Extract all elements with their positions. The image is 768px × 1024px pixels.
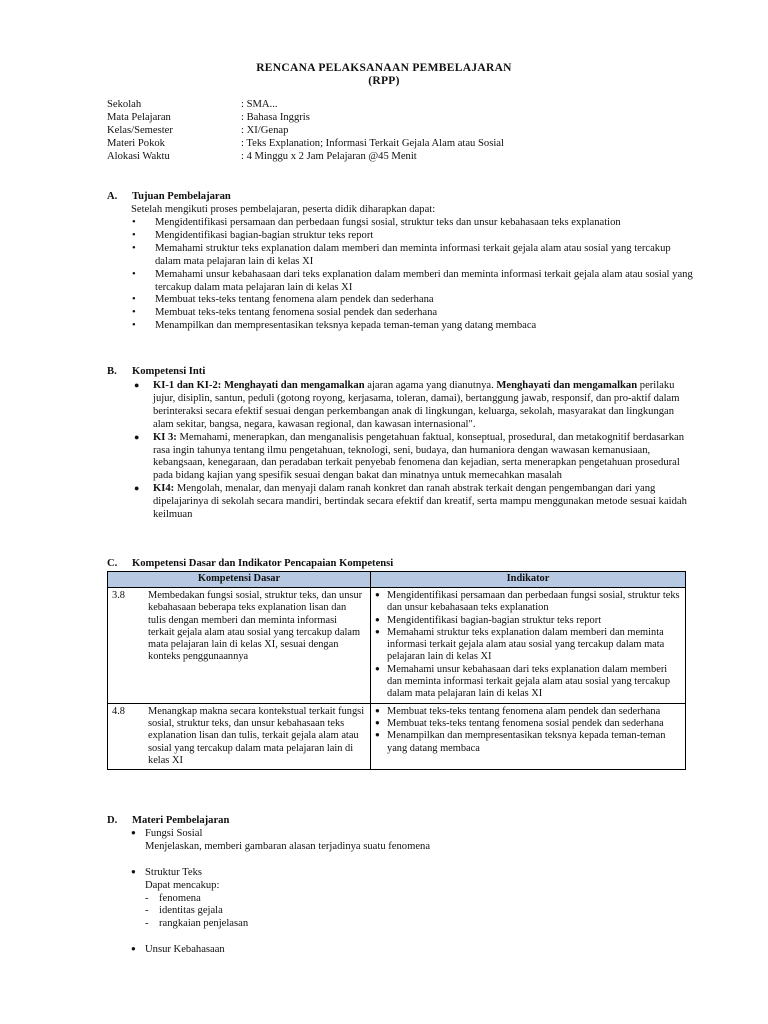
- bullet: ●: [375, 717, 380, 727]
- meta-key: Alokasi Waktu: [107, 150, 170, 162]
- meta-value: : Bahasa Inggris: [241, 111, 310, 123]
- objectives-list: [131, 217, 696, 333]
- bullet: ●: [134, 483, 140, 494]
- list-item: ● Menampilkan dan mempresentasikan teksnya kepada teman-teman yang datang membaca: [375, 730, 666, 754]
- table-cell-kd: [108, 588, 371, 704]
- bullet: ●: [131, 828, 136, 837]
- table-row: [108, 703, 686, 769]
- competence-table: [107, 571, 686, 770]
- bullet: •: [132, 320, 136, 332]
- list-item: - identitas gejala: [145, 905, 223, 917]
- section-number: B.: [107, 366, 117, 377]
- list-item: • Memahami unsur kebahasaan dari teks explanation dalam memberi dan meminta informasi terkait gejala alam atau sosial yang tercakup dalam mata pelajaran lain di kelas XI: [132, 268, 693, 293]
- section-title: Tujuan Pembelajaran: [132, 191, 231, 202]
- list-item: ● Memahami struktur teks explanation dalam memberi dan meminta informasi terkait gejala alam atau sosial yang tercakup dalam mata pelajaran lain di kelas XI: [375, 626, 665, 663]
- meta-key: Kelas/Semester: [107, 124, 173, 136]
- bullet: ●: [375, 590, 380, 599]
- kd-text: Menangkap makna secara kontekstual terkait fungsi sosial, struktur teks, dan unsur kebahasaan teks explanation lisan dan tulis, terkait gejala alam atau sosial yang tercakup dalam mata pelajaran lain di kelas XI: [148, 705, 365, 766]
- material-title: Struktur Teks: [145, 866, 203, 878]
- bullet: ●: [134, 380, 140, 390]
- list-item: ● Memahami unsur kebahasaan dari teks explanation dalam memberi dan meminta informasi terkait gejala alam atau sosial yang tercakup dalam mata pelajaran lain di kelas XI: [375, 663, 671, 700]
- bullet: ●: [131, 866, 136, 876]
- material-text: Menjelaskan, memberi gambaran alasan terjadinya suatu fenomena: [145, 840, 431, 852]
- list-item-struktur-teks: [131, 867, 430, 944]
- indicator-list: [375, 706, 681, 755]
- kd-number: 3.8: [112, 590, 125, 601]
- list-item: ● Membuat teks-teks tentang fenomena sosial pendek dan sederhana: [375, 717, 664, 729]
- list-item: ● Mengidentifikasi persamaan dan perbedaan fungsi sosial, struktur teks dan unsur kebahasaan teks explanation: [375, 590, 680, 614]
- section-number: D.: [107, 815, 118, 826]
- indicator-list: [375, 590, 681, 701]
- section-title: Kompetensi Dasar dan Indikator Pencapaian Kompetensi: [132, 558, 394, 569]
- list-item-ki-4: ● KI4: Mengolah, menalar, dan menyaji dalam ranah konkret dan ranah abstrak terkait dengan pengembangan dari yang dipelajarinya di sekolah secara mandiri, bertindak secara efektif dan kreatif, serta mampu menggunakan metode sesuai kaidah keilmuan: [134, 483, 687, 521]
- list-item-unsur-kebahasaan: [131, 944, 430, 957]
- list-item-ki-3: ● KI 3: Memahami, menerapkan, dan menganalisis pengetahuan faktual, konseptual, prosedural, dan metakognitif berdasarkan rasa ingin tahunya tentang ilmu pengetahuan, teknologi, seni, budaya, dan humaniora dengan wawasan kemanusiaan, kebangsaan, kenegaraan, dan peradaban terkait penyebab fenomena dan kejadian, serta menerapkan pengetahuan prosedural pada bidang kajian yang spesifik sesuai dengan bakat dan minatnya untuk memecahkan masalah: [134, 431, 685, 482]
- list-item: - rangkaian penjelasan: [145, 918, 249, 930]
- material-text: Dapat mencakup:: [145, 879, 220, 891]
- bullet: •: [132, 294, 136, 306]
- list-item: • Mengidentifikasi persamaan dan perbedaan fungsi sosial, struktur teks dan unsur kebahasaan teks explanation: [132, 217, 621, 228]
- material-list: [131, 828, 430, 957]
- bullet: ●: [131, 944, 136, 954]
- bullet: •: [132, 242, 136, 254]
- list-item: • Menampilkan dan mempresentasikan teksnya kepada teman-teman yang datang membaca: [132, 320, 537, 332]
- bullet: •: [132, 307, 136, 319]
- column-header-indikator: Indikator: [371, 572, 686, 588]
- column-header-kd: Kompetensi Dasar: [108, 572, 371, 588]
- kd-number: 4.8: [112, 705, 125, 717]
- document-title: RENCANA PELAKSANAAN PEMBELAJARAN: [256, 62, 512, 74]
- meta-value: : Teks Explanation; Informasi Terkait Gejala Alam atau Sosial: [241, 137, 504, 149]
- table-cell-indikator: [371, 588, 686, 704]
- section-number: C.: [107, 558, 118, 569]
- section-a-heading: [107, 191, 231, 204]
- meta-key: Sekolah: [107, 99, 142, 110]
- bullet: •: [132, 217, 136, 228]
- bullet: ●: [375, 705, 380, 715]
- bullet: ●: [375, 626, 380, 636]
- material-title: Fungsi Sosial: [145, 828, 203, 839]
- kd-text: Membedakan fungsi sosial, struktur teks, dan unsur kebahasaan beberapa teks explanation lisan dan tulis dengan memberi dan meminta informasi terkait gejala alam atau sosial yang tercakup dalam mata pelajaran lain di kelas XI, sesuai dengan konteks penggunaannya: [148, 590, 363, 663]
- bullet: •: [132, 229, 136, 241]
- section-c-heading: [107, 558, 393, 571]
- table-cell-kd: [108, 703, 371, 769]
- meta-value: : XI/Genap: [241, 124, 289, 136]
- meta-value: : 4 Minggu x 2 Jam Pelajaran @45 Menit: [241, 150, 417, 162]
- list-item: • Membuat teks-teks tentang fenomena sosial pendek dan sederhana: [132, 307, 438, 319]
- list-item: • Mengidentifikasi bagian-bagian struktur teks report: [132, 229, 374, 241]
- bullet: ●: [375, 730, 380, 740]
- list-item: ● Membuat teks-teks tentang fenomena alam pendek dan sederhana: [375, 705, 661, 717]
- list-item: ● Mengidentifikasi bagian-bagian struktur teks report: [375, 614, 602, 626]
- section-d-heading: [107, 815, 229, 828]
- meta-key: Mata Pelajaran: [107, 111, 171, 123]
- meta-key: Materi Pokok: [107, 137, 165, 149]
- list-item: • Memahami struktur teks explanation dalam memberi dan meminta informasi terkait gejala alam atau sosial yang tercakup dalam mata pelajaran lain di kelas XI: [132, 242, 671, 267]
- list-item: • Membuat teks-teks tentang fenomena alam pendek dan sederhana: [132, 294, 434, 306]
- section-a-intro: Setelah mengikuti proses pembelajaran, peserta didik diharapkan dapat:: [131, 204, 436, 215]
- table-row: [108, 588, 686, 704]
- bullet: •: [132, 268, 136, 280]
- bullet: ●: [375, 614, 380, 624]
- table-cell-indikator: [371, 703, 686, 769]
- list-item-ki-1-2: ● KI-1 dan KI-2: Menghayati dan mengamalkan ajaran agama yang dianutnya. Menghayati dan mengamalkan perilaku jujur, disiplin, santun, peduli (gotong royong, kerjasama, toleran, damai), bertanggung jawab, responsif, dan pro-aktif dalam berinteraksi secara efektif sesuai dengan perkembangan anak di lingkungan, keluarga, sekolah, masyarakat dan lingkungan alam sekitar, bangsa, negara, kawasan regional, dan kawasan internasional".: [134, 380, 680, 430]
- section-title: Kompetensi Inti: [132, 366, 206, 377]
- core-competence-list: [131, 380, 696, 522]
- table-header-row: [108, 572, 686, 588]
- bullet: ●: [375, 663, 380, 673]
- list-item: - fenomena: [145, 892, 201, 904]
- list-item-fungsi-sosial: [131, 828, 430, 867]
- section-number: A.: [107, 191, 118, 202]
- meta-value: : SMA...: [241, 99, 278, 110]
- bullet: ●: [134, 431, 140, 442]
- section-b-heading: [107, 366, 205, 379]
- material-title: Unsur Kebahasaan: [145, 944, 225, 956]
- section-title: Materi Pembelajaran: [132, 815, 230, 826]
- structure-sublist: [145, 893, 430, 932]
- document-subtitle: (RPP): [368, 75, 400, 87]
